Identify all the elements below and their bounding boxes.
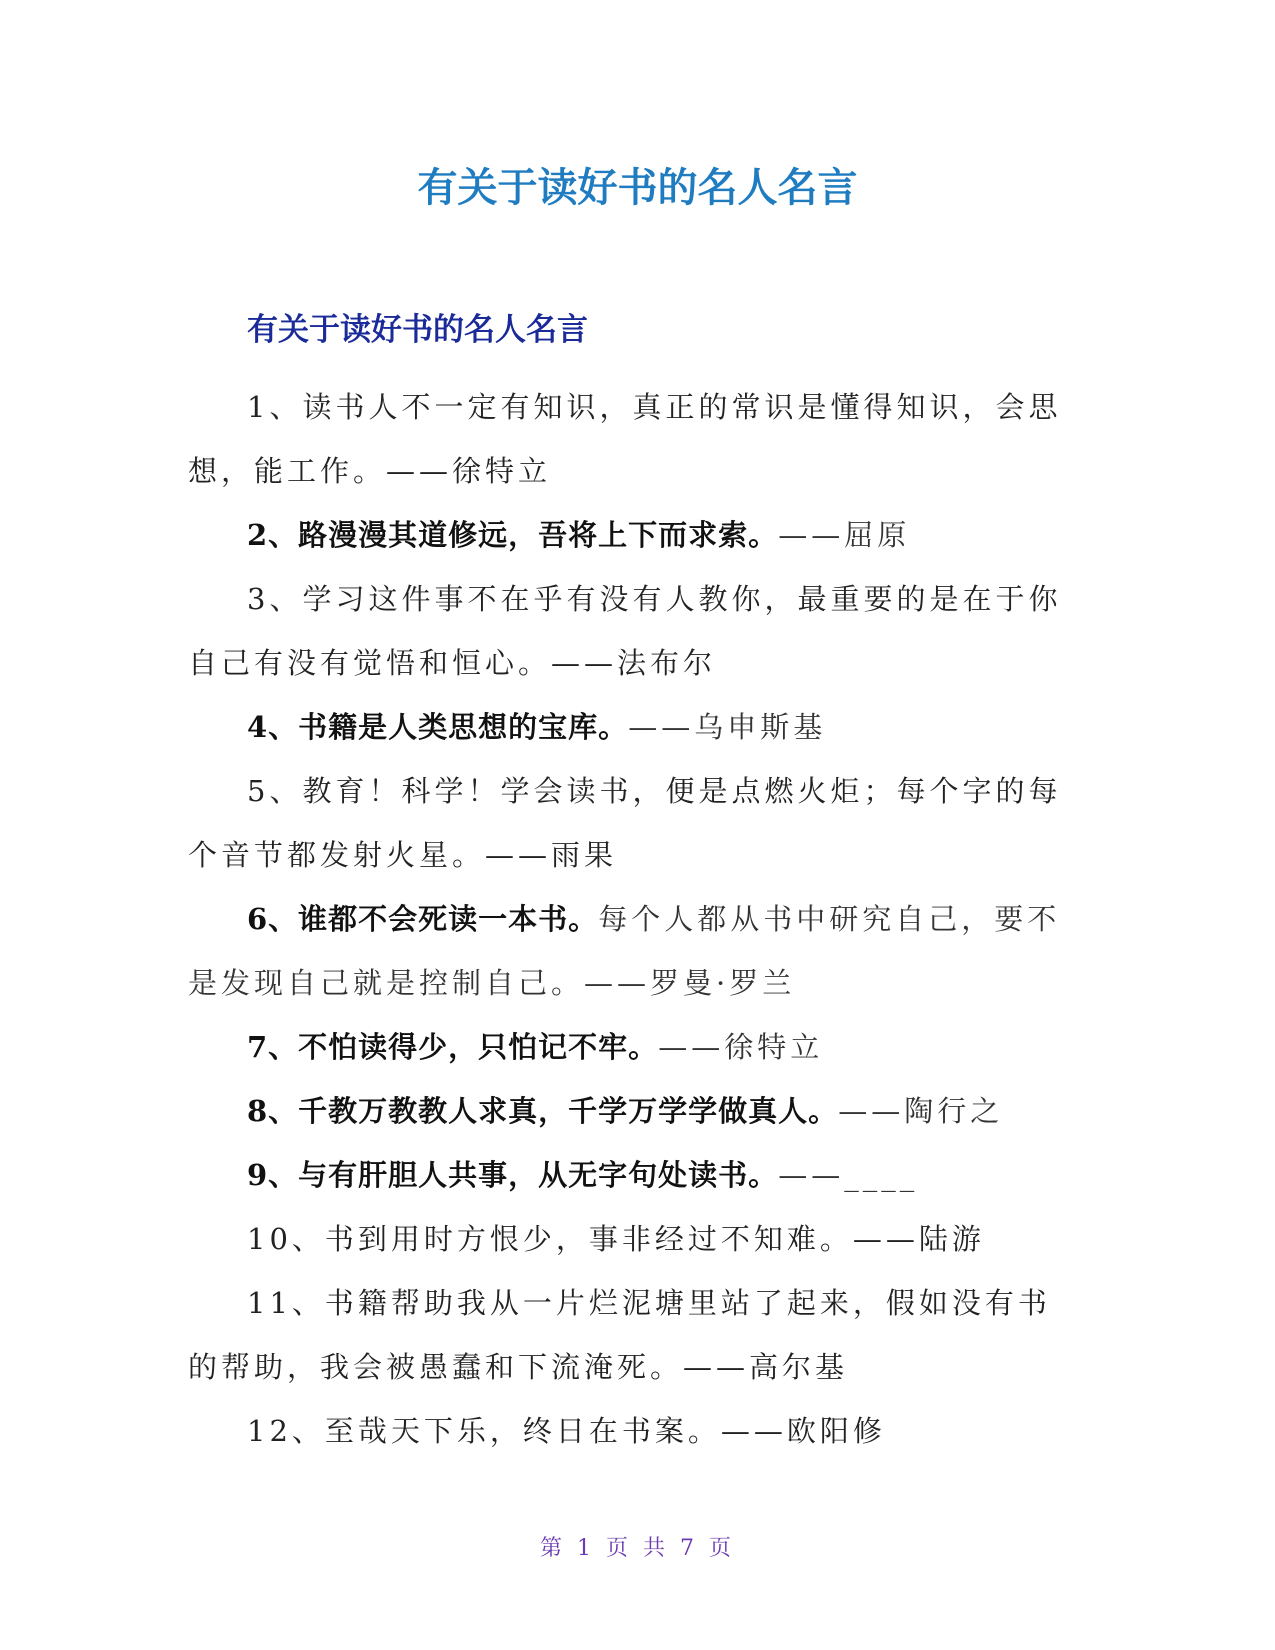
quote-author: ——____ (778, 1158, 919, 1192)
quote-paragraph (188, 503, 1078, 567)
quote-bold-text: 9、与有肝胆人共事，从无字句处读书。 (247, 1158, 779, 1192)
quote-author: 每个人都从书中研究自己，要不是发现自己就是控制自己。——罗曼·罗兰 (188, 902, 1061, 1000)
quote-paragraph (188, 1015, 1078, 1079)
quote-paragraph (188, 695, 1078, 759)
quote-paragraph (188, 1271, 1078, 1399)
quote-bold-text: 2、路漫漫其道修远，吾将上下而求索。 (247, 518, 779, 552)
quote-text: 1、读书人不一定有知识，真正的常识是懂得知识，会思想，能工作。——徐特立 (188, 390, 1062, 488)
quote-author: ——徐特立 (658, 1030, 824, 1064)
quote-paragraph (188, 1399, 1078, 1463)
quote-author: ——屈原 (778, 518, 911, 552)
section-heading: 有关于读好书的名人名言 (247, 312, 588, 348)
quote-paragraph (188, 1143, 1078, 1207)
quote-bold-text: 6、谁都不会死读一本书。 (247, 902, 599, 936)
quote-paragraph (188, 375, 1078, 503)
quote-paragraph (188, 1207, 1078, 1271)
quote-bold-text: 4、书籍是人类思想的宝库。 (247, 710, 629, 744)
quote-paragraph (188, 887, 1078, 1015)
quote-text: 12、至哉天下乐，终日在书案。——欧阳修 (247, 1414, 886, 1448)
document-title: 有关于读好书的名人名言 (417, 165, 858, 211)
quote-text: 3、学习这件事不在乎有没有人教你，最重要的是在于你自己有没有觉悟和恒心。——法布尔 (188, 582, 1062, 680)
document-body (188, 375, 1078, 1463)
quote-paragraph (188, 759, 1078, 887)
quote-paragraph (188, 1079, 1078, 1143)
page-number-footer: 第 1 页 共 7 页 (540, 1536, 735, 1561)
quote-text: 10、书到用时方恨少，事非经过不知难。——陆游 (247, 1222, 985, 1256)
quote-paragraph (188, 567, 1078, 695)
quote-bold-text: 7、不怕读得少，只怕记不牢。 (247, 1030, 659, 1064)
quote-author: ——陶行之 (838, 1094, 1004, 1128)
quote-bold-text: 8、千教万教教人求真，千学万学学做真人。 (247, 1094, 839, 1128)
quote-text: 5、教育！科学！学会读书，便是点燃火炬；每个字的每个音节都发射火星。——雨果 (188, 774, 1062, 872)
quote-author: ——乌申斯基 (628, 710, 827, 744)
quote-text: 11、书籍帮助我从一片烂泥塘里站了起来，假如没有书的帮助，我会被愚蠢和下流淹死。——高尔基 (188, 1286, 1051, 1384)
